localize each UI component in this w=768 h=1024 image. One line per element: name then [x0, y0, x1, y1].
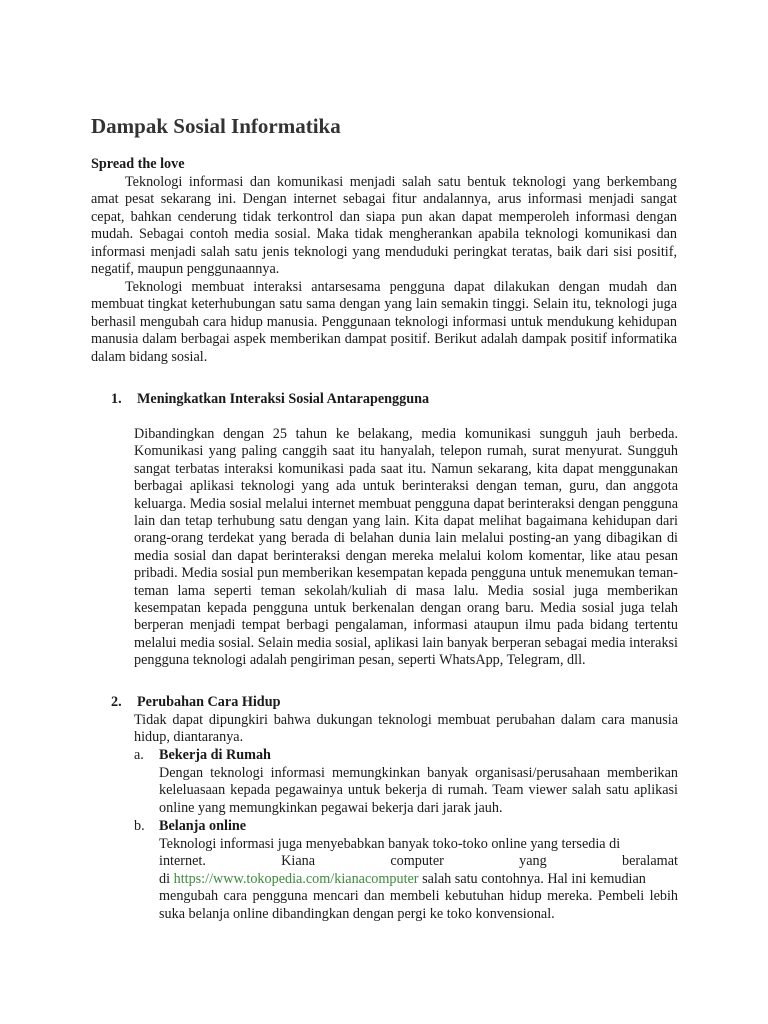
word: Kiana: [281, 853, 316, 870]
text-line-content: Teknologi informasi juga menyebabkan banyak toko-toko online yang tersedia di: [159, 836, 621, 852]
text-suffix: salah satu contohnya. Hal ini kemudian: [418, 870, 646, 887]
word: internet.: [159, 853, 206, 870]
subheading: Spread the love: [91, 156, 185, 172]
list-number: 1.: [111, 391, 122, 407]
sub-heading: Bekerja di Rumah: [159, 747, 271, 763]
text-line: [159, 836, 678, 853]
intro-paragraph-1: [91, 174, 677, 278]
list-number: 2.: [111, 694, 122, 710]
section-2-text: Tidak dapat dipungkiri bahwa dukungan teknologi membuat perubahan dalam cara manusia hidup, diantaranya.: [134, 712, 678, 746]
paragraph-text: Teknologi membuat interaksi antarsesama pengguna dapat dilakukan dengan mudah dan membuat tingkat keterhubungan satu sama dengan yang lain semakin tinggi. Selain itu, teknologi juga berhasil mengubah cara hidup manusia. Penggunaan teknologi informasi untuk mendukung kehidupan manusia dalam berbagai aspek memberikan dampat positif. Berikut adalah dampak positif informatika dalam bidang sosial.: [91, 279, 677, 365]
intro-paragraph-2: [91, 279, 677, 366]
sub-list-letter: a.: [134, 747, 144, 763]
document-title: Dampak Sosial Informatika: [91, 114, 341, 138]
tokopedia-link[interactable]: https://www.tokopedia.com/kianacomputer: [173, 870, 419, 887]
section-heading: Perubahan Cara Hidup: [137, 694, 281, 710]
text-prefix: di: [159, 870, 174, 887]
paragraph-text: Teknologi informasi dan komunikasi menjadi salah satu bentuk teknologi yang berkembang amat pesat sekarang ini. Dengan internet sebagai fitur andalannya, arus informasi menjadi sangat cepat, bahkan cenderung tidak terkontrol dan siapa pun akan dapat memperoleh informasi dengan mudah. Sebagai contoh media sosial. Maka tidak mengherankan apabila teknologi komunikasi dan informasi menjadi salah satu jenis teknologi yang menduduki peringkat teratas, baik dari sisi positif, negatif, maupun penggunaannya.: [91, 174, 677, 278]
text-line: [159, 871, 678, 888]
sub-list-letter: b.: [134, 818, 145, 834]
word: beralamat: [622, 853, 678, 870]
sub-heading: Belanja online: [159, 818, 247, 834]
justified-line: [159, 853, 678, 870]
section-1-text: Dibandingkan dengan 25 tahun ke belakang, media komunikasi sungguh jauh berbeda. Komunikasi yang paling canggih saat itu hanyalah, telepon rumah, surat menyurat. Sungguh sangat terbatas interaksi komunikasi pada saat itu. Namun sekarang, kita dapat menggunakan berbagai aplikasi teknologi yang ada untuk berinteraksi dengan teman, guru, dan anggota keluarga. Media sosial melalui internet membuat pengguna dapat berinteraksi dengan pengguna lain dan tetap terhubung satu dengan yang lain. Kita dapat melihat bagaimana kehidupan dari orang-orang terdekat yang berada di belahan dunia lain melalui posting-an yang dibagikan di media sosial dan dapat berinteraksi dengan mereka melalui kolom komentar, like atau pesan pribadi. Media sosial pun memberikan kesempatan kepada pengguna untuk menemukan teman-teman lama seperti teman sekolah/kuliah di masa lalu. Media sosial juga memberikan kesempatan kepada pengguna untuk berkenalan dengan orang baru. Media sosial juga telah berperan menjadi tempat berbagi pengalaman, informasi ataupun ilmu pada bidang tertentu melalui media sosial. Selain media sosial, aplikasi lain banyak berperan sebagai media interaksi pengguna teknologi adalah pengiriman pesan, seperti WhatsApp, Telegram, dll.: [134, 426, 678, 669]
sub-item-a-text: Dengan teknologi informasi memungkinkan banyak organisasi/perusahaan memberikan keleluasaan kepada pegawainya untuk bekerja di rumah. Team viewer salah satu aplikasi online yang memungkinkan pegawai bekerja dari jarak jauh.: [159, 765, 678, 816]
word: yang: [519, 853, 547, 870]
sub-item-b-text: [159, 836, 678, 923]
section-heading: Meningkatkan Interaksi Sosial Antarapengguna: [137, 391, 430, 407]
text-rest: mengubah cara pengguna mencari dan membeli kebutuhan hidup mereka. Pembeli lebih suka belanja online dibandingkan dengan pergi ke toko konvensional.: [159, 888, 678, 922]
word: computer: [390, 853, 444, 870]
